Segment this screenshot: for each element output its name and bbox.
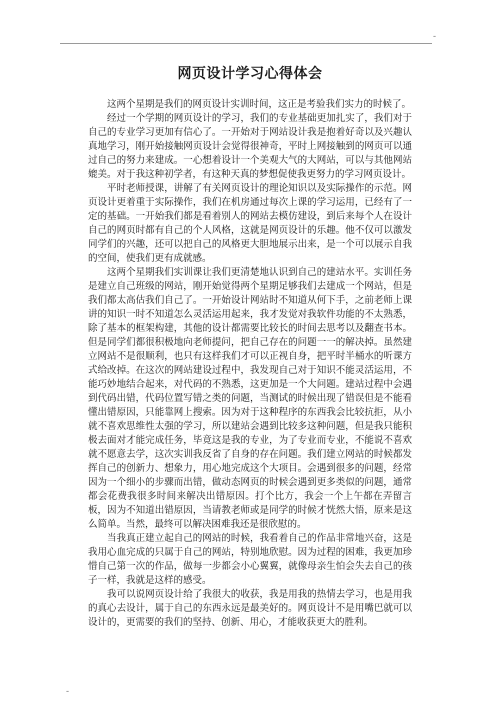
document-title: 网页设计学习心得体会 <box>177 66 323 82</box>
corner-mark: - <box>433 32 437 42</box>
paragraph: 当我真正建立起自己的网站的时候，我看着自己的作品非常地兴奋，这是我用心血完成的只属于自己的网站，特别地欣慰。因为过程的困难，我更加珍惜自己第一次的作品，做每一步都会小心翼翼，就像母亲生怕会失去自己的孩子一样，我就是这样的感受。 <box>88 533 412 586</box>
document-body <box>88 98 412 658</box>
header-rule <box>60 43 432 44</box>
paragraph: 我可以说网页设计给了我很大的收获，我是用我的热情去学习，也是用我的真心去设计，属于自己的东西永远是最美好的。网页设计不是用嘴巴就可以设计的，更需要的我们的坚持、创新、用心，才能收获更大的胜利。 <box>88 589 412 628</box>
paragraph: 这两个星期我们实训课让我们更清楚地认识到自己的建站水平。实训任务是建立自己班级的网站，刚开始觉得两个星期足够我们去建成一个网站，但是我们都太高估我们自己了。一开始设计网站时不知道从何下手，之前老师上课讲的知识一时不知道怎么灵活运用起来，我才发觉对我软件功能的不太熟悉，除了基本的框架构建，其他的设计都需要比较长的时间去思考以及翻查书本。但是同学们都很积极地向老师提问，把自己存在的问题一一的解决掉。虽然建立网站不是很顺利，也只有这样我们才可以正视自身，把平时半桶水的听课方式给改掉。在这次的网站建设过程中，我发现自己对于知识不能灵活运用，不能巧妙地结合起来，对代码的不熟悉，这更加是一个大问题。建站过程中会遇到代码出错，代码位置写错之类的问题，当测试的时候出现了错误但是不能看懂出错原因，只能靠网上搜索。因为对于这种程序的东西我会比较抗拒，从小就不喜欢思维性太强的学习，所以建站会遇到比较多这种问题，但是我只能积极去面对才能完成任务，毕竟这是我的专业，为了专业而专业，不能说不喜欢就不愿意去学，这次实训我反省了自身的存在问题。我们建立网站的时候都发挥自己的创新力、想象力，用心地完成这个大项目。会遇到很多的问题，经常因为一个细小的步骤而出错，做动态网页的时候会遇到更多类似的问题，通常都会花费我很多时间来解决出错原因。打个比方，我会一个上午都在弄留言板，因为不知道出错原因，当请教老师或是同学的时候才恍然大悟，原来是这么简单。当然，最终可以解决困难我还是很欣慰的。 <box>88 267 412 530</box>
paragraph: 经过一个学期的网页设计的学习，我们的专业基础更加扎实了，我们对于自己的专业学习更加有信心了。一开始对于网站设计我是抱着好奇以及兴趣认真地学习，刚开始接触网页设计会觉得很神奇，平时上网接触到的网页可以通过自己的努力来建成。一心想着设计一个美观大气的大网站，可以与其他网站媲美。对于我这种初学者，有这种天真的梦想促使我更努力的学习网页设计。 <box>88 113 412 180</box>
footer-mark: - <box>66 687 70 697</box>
paragraph: 平时老师授课，讲解了有关网页设计的理论知识以及实际操作的示范。网页设计更着重于实际操作，我们在机房通过每次上课的学习运用，已经有了一定的基础。一开始我们都是看着别人的网站去模仿建设，到后来每个人在设计自己的网页时都有自己的个人风格，这就是网页设计的乐趣。他不仅可以激发同学们的兴趣，还可以把自己的风格更大胆地展示出来，是一个可以展示自我的空间，使我们更有成就感。 <box>88 183 412 264</box>
paragraph: 这两个星期是我们的网页设计实训时间，这正是考验我们实力的时候了。 <box>107 99 412 110</box>
